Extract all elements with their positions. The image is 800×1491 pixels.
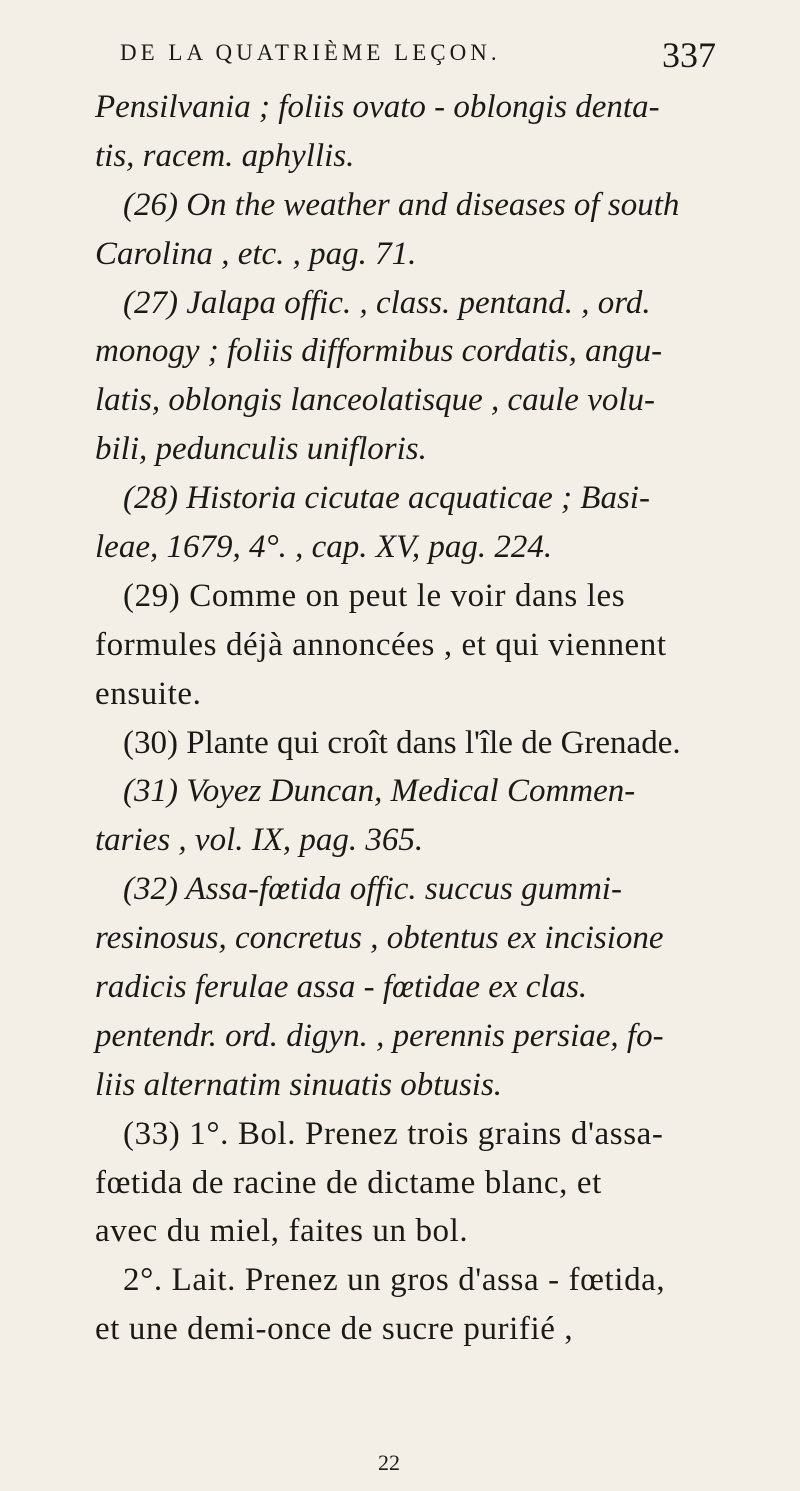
text-line-13: ensuite.	[95, 675, 202, 712]
text-line-16: taries , vol. IX, pag. 365.	[95, 822, 424, 859]
note-29: (29) Comme on peut le voir dans les	[123, 577, 626, 614]
text-line-6: monogy ; foliis difformibus cordatis, angu-	[95, 333, 663, 370]
text-line-20: pentendr. ord. digyn. , perennis persiae, fo-	[95, 1017, 664, 1054]
text-line-23: fœtida de racine de dictame blanc, et	[95, 1164, 602, 1201]
text-line-21: liis alternatim sinuatis obtusis.	[95, 1066, 503, 1103]
text-line-26: et une demi-once de sucre purifié ,	[95, 1311, 574, 1348]
note-33: (33) 1°. Bol. Prenez trois grains d'assa-	[123, 1115, 664, 1152]
note-28: (28) Historia cicutae acquaticae ; Basi-	[123, 480, 650, 517]
text-line-7: latis, oblongis lanceolatisque , caule volu-	[95, 382, 656, 419]
text-line-18: resinosus, concretus , obtentus ex incisione	[95, 920, 664, 957]
text-line-24: avec du miel, faites un bol.	[95, 1213, 469, 1250]
running-title: DE LA QUATRIÈME LEÇON.	[120, 40, 501, 65]
text-line-10: leae, 1679, 4°. , cap. XV, pag. 224.	[95, 529, 553, 566]
page-number: 337	[662, 35, 716, 75]
text-line-8: bili, pedunculis unifloris.	[95, 431, 427, 468]
body-text	[95, 83, 720, 1354]
text-line-25: 2°. Lait. Prenez un gros d'assa - fœtida,	[123, 1262, 666, 1299]
running-head	[118, 36, 718, 80]
text-line-1: Pensilvania ; foliis ovato - oblongis denta-	[95, 89, 660, 125]
note-32: (32) Assa-fœtida offic. succus gummi-	[123, 871, 622, 908]
text-line-19: radicis ferulae assa - fœtidae ex clas.	[95, 969, 588, 1006]
note-27: (27) Jalapa offic. , class. pentand. , ord.	[123, 284, 651, 321]
text-line-4: Carolina , etc. , pag. 71.	[95, 235, 417, 272]
text-line-2: tis, racem. aphyllis.	[95, 137, 355, 174]
note-26: (26) On the weather and diseases of south	[123, 186, 680, 223]
note-31: (31) Voyez Duncan, Medical Commen-	[123, 773, 636, 810]
note-30: (30) Plante qui croît dans l'île de Grenade.	[123, 724, 681, 761]
signature-mark: 22	[378, 1450, 400, 1475]
text-line-12: formules déjà annoncées , et qui viennent	[95, 626, 667, 663]
